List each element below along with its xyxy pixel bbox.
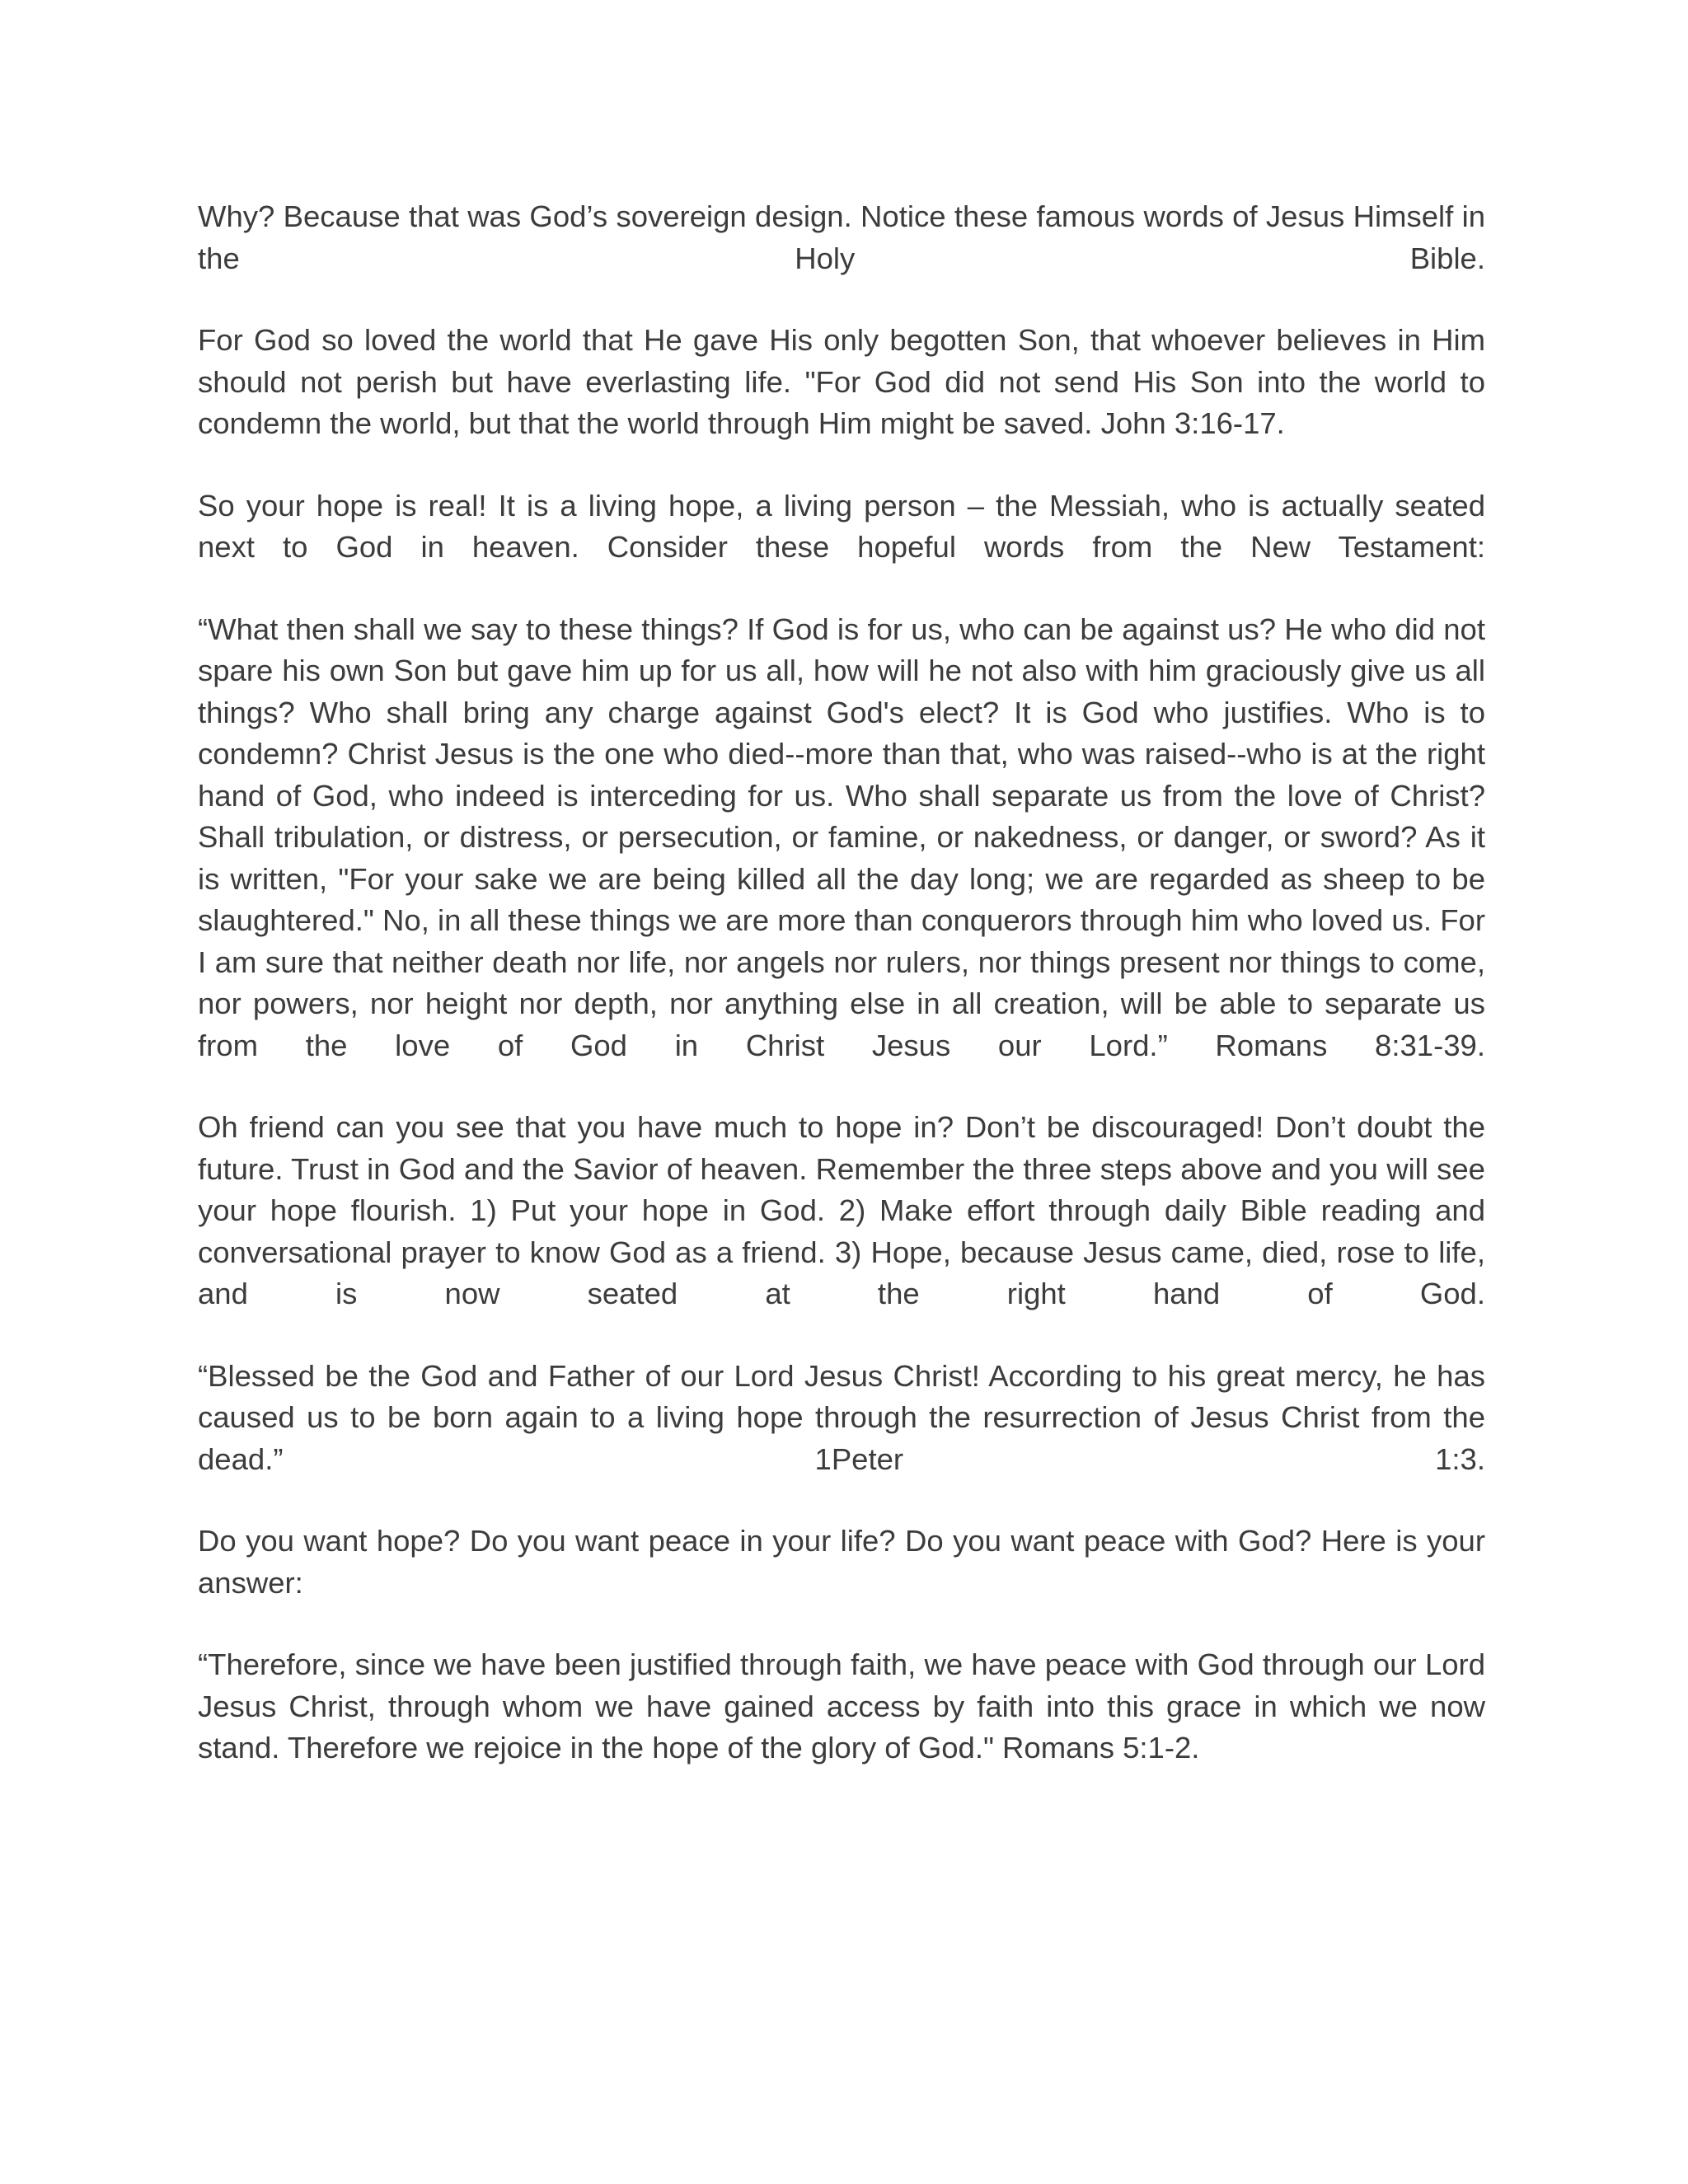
paragraph-1-peter-1-3: “Blessed be the God and Father of our Lord Jesus Christ! According to his great mercy, he has caused us to be born again to a living hope through the resurrection of Jesus Christ from the dead.” 1Peter 1:3. (198, 1358, 1485, 1476)
paragraph-romans-8: “What then shall we say to these things? If God is for us, who can be against us? He who did not spare his own Son but gave him up for us all, how will he not also with him graciously give us all things? Who shall bring any charge against God's elect? It is God who justifies. Who is to condemn? Christ Jesus is the one who died--more than that, who was raised--who is at the right hand of God, who indeed is interceding for us. Who shall separate us from the love of Christ? Shall tribulation, or distress, or persecution, or famine, or nakedness, or danger, or sword? As it is written, "For your sake we are being killed all the day long; we are regarded as sheep to be slaughtered." No, in all these things we are more than conquerors through him who loved us. For I am sure that neither death nor life, nor angels nor rulers, nor things present nor things to come, nor powers, nor height nor depth, nor anything else in all creation, will be able to separate us from the love of God in Christ Jesus our Lord.” Romans 8:31-39. (198, 612, 1485, 1062)
document-page (198, 196, 1485, 1810)
paragraph-living-hope: So your hope is real! It is a living hope, a living person – the Messiah, who is actually seated next to God in heaven. Consider these hopeful words from the New Testament: (198, 488, 1485, 564)
paragraph-sovereign-design: Why? Because that was God’s sovereign design. Notice these famous words of Jesus Himself in the Holy Bible. (198, 199, 1485, 275)
paragraph-three-steps: Oh friend can you see that you have much to hope in? Don’t be discouraged! Don’t doubt the future. Trust in God and the Savior of heaven. Remember the three steps above and you will see your hope flourish. 1) Put your hope in God. 2) Make effort through daily Bible reading and conversational prayer to know God as a friend. 3) Hope, because Jesus came, died, rose to life, and is now seated at the right hand of God. (198, 1110, 1485, 1310)
paragraph-do-you-want-hope: Do you want hope? Do you want peace in your life? Do you want peace with God? Here is your answer: (198, 1524, 1485, 1600)
paragraph-john-3-16: For God so loved the world that He gave His only begotten Son, that whoever believes in Him should not perish but have everlasting life. "For God did not send His Son into the world to condemn the world, but that the world through Him might be saved. John 3:16-17. (198, 323, 1485, 440)
paragraph-romans-5: “Therefore, since we have been justified through faith, we have peace with God through our Lord Jesus Christ, through whom we have gained access by faith into this grace in which we now stand. Therefore we rejoice in the hope of the glory of God." Romans 5:1-2. (198, 1647, 1485, 1765)
